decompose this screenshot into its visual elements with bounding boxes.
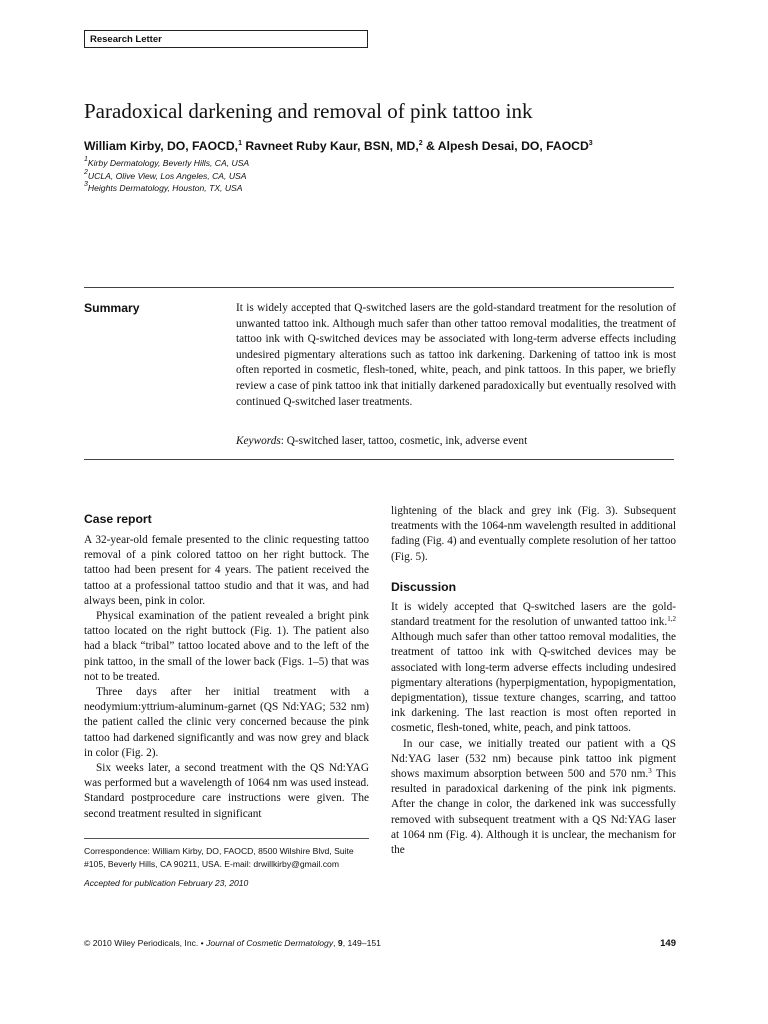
citation-superscript: 3 bbox=[648, 767, 652, 776]
author-list bbox=[84, 138, 694, 154]
discussion-heading: Discussion bbox=[391, 579, 457, 594]
summary-bottom-rule bbox=[84, 459, 674, 460]
body-text: In our case, we initially treated our patient with a QS Nd:YAG laser (532 nm) because pink tattoo ink pigment shows maximum absorption between 500 and 570 nm. bbox=[391, 737, 676, 781]
body-paragraph: Six weeks later, a second treatment with the QS Nd:YAG was performed but a wavelength of 1064 nm was used instead. Standard postprocedure care instructions were given. The second treatment resulted in significant bbox=[84, 762, 369, 820]
affiliation-item bbox=[84, 170, 484, 183]
author-name: William Kirby, DO, FAOCD, bbox=[84, 139, 239, 153]
body-paragraph: Physical examination of the patient revealed a bright pink tattoo located on the right buttock (Fig. 1). The patient also had a black “tribal” tattoo located above and to the left of the pink tattoo, in the small of the lower back (Figs. 1–5) that was not to be treated. bbox=[84, 610, 369, 683]
affiliation-superscript: 1 bbox=[84, 156, 88, 163]
affiliation-superscript: 3 bbox=[84, 181, 88, 189]
article-title: Paradoxical darkening and removal of pink tattoo ink bbox=[84, 99, 533, 123]
body-paragraph bbox=[391, 737, 676, 859]
author-superscript: 1 bbox=[238, 140, 242, 147]
author-name: Alpesh Desai, DO, FAOCD bbox=[437, 139, 589, 153]
author-superscript: 3 bbox=[588, 140, 593, 147]
left-column bbox=[84, 511, 369, 822]
affiliation-item bbox=[84, 157, 484, 170]
keywords-text: : Q-switched laser, tattoo, cosmetic, ink, adverse event bbox=[280, 435, 528, 447]
right-column bbox=[391, 504, 676, 858]
summary-text: It is widely accepted that Q-switched lasers are the gold-standard treatment for the resolution of unwanted tattoo ink. Although much safer than other tattoo removal modalities, the treatment of tattoo ink with Q-switched devices may be associated with long-term adverse effects including undesired pigmentary alterations such as tattoo ink darkening. Darkening of tattoo ink is most often reported in cosmetic, flesh-toned, white, peach, and pink tattoos. In this paper, we briefly review a case of pink tattoo ink that initially darkened paradoxically but eventually resolved with continued Q-switched laser treatments. bbox=[236, 302, 676, 408]
body-text: Although much safer than other tattoo removal modalities, the treatment of tattoo ink with Q-switched devices may be associated with long-term adverse effects including undesired pigmentary alterations (hyperpigmentation, hypopigmentation, depigmentation), tissue texture changes, scarring, and tattoo ink darkening. The last reaction is most often reported in cosmetic, flesh-toned, white, peach, and pink tattoos. bbox=[391, 631, 676, 735]
summary-heading: Summary bbox=[84, 301, 140, 315]
summary-top-rule bbox=[84, 287, 674, 288]
author-superscript: 2 bbox=[418, 140, 423, 147]
affiliation-list bbox=[84, 157, 484, 195]
section-label: Research Letter bbox=[84, 30, 368, 48]
body-paragraph: A 32-year-old female presented to the clinic requesting tattoo removal of a pink colored tattoo on her right buttock. The tattoo had been present for 4 years. The patient received the tattoo at a professional tattoo studio and that it was, and had always been, pink in color. bbox=[84, 534, 369, 607]
affiliation-superscript: 2 bbox=[84, 168, 88, 176]
affiliation-item bbox=[84, 182, 484, 195]
body-paragraph: lightening of the black and grey ink (Fig. 3). Subsequent treatments with the 1064-nm wavelength resulted in additional fading (Fig. 4) and eventually complete resolution of her tattoo (Fig. 5). bbox=[391, 505, 676, 563]
keywords-label: Keywords bbox=[236, 435, 281, 447]
affiliation-text: Kirby Dermatology, Beverly Hills, CA, USA bbox=[87, 158, 250, 168]
affiliation-text: UCLA, Olive View, Los Angeles, CA, USA bbox=[87, 170, 247, 181]
body-paragraph: Three days after her initial treatment with a neodymium:yttrium-aluminum-garnet (QS Nd:YAG; 532 nm) the patient called the clinic very concerned because the pink tattoo had darkened significantly and was now grey and black in color (Fig. 2). bbox=[84, 686, 369, 759]
copyright-text: © 2010 Wiley Periodicals, Inc. • bbox=[84, 938, 207, 948]
page-number: 149 bbox=[660, 938, 676, 949]
author-separator: & bbox=[422, 139, 438, 153]
case-report-heading: Case report bbox=[84, 512, 152, 526]
body-text: It is widely accepted that Q-switched lasers are the gold-standard treatment for the resolution of unwanted tattoo ink. bbox=[391, 600, 676, 629]
body-paragraph bbox=[391, 600, 676, 737]
page-footer bbox=[84, 938, 381, 948]
affiliation-text: Heights Dermatology, Houston, TX, USA bbox=[87, 183, 243, 194]
accepted-date: Accepted for publication February 23, 2010 bbox=[84, 878, 249, 888]
journal-name: Journal of Cosmetic Dermatology bbox=[206, 938, 334, 948]
keywords-line bbox=[236, 434, 527, 449]
citation-superscript: 1,2 bbox=[667, 615, 676, 624]
correspondence-note: Correspondence: William Kirby, DO, FAOCD, 8500 Wilshire Blvd, Suite #105, Beverly Hills, CA 90211, USA. E-mail: drwillkirby@gmail.com bbox=[84, 846, 354, 869]
footnote-rule bbox=[84, 838, 369, 839]
author-name: Ravneet Ruby Kaur, BSN, MD, bbox=[245, 139, 419, 153]
footer-separator: , bbox=[333, 938, 338, 948]
volume-number: 9 bbox=[337, 938, 343, 948]
page-range: , 149–151 bbox=[342, 938, 381, 948]
body-text: This resulted in paradoxical darkening of the pink ink pigments. After the change in color, the darkened ink was successfully removed with subsequent treatment with a QS Nd:YAG laser at 1064 nm (Fig. 4). Although it is unclear, the mechanism for the bbox=[391, 768, 676, 857]
